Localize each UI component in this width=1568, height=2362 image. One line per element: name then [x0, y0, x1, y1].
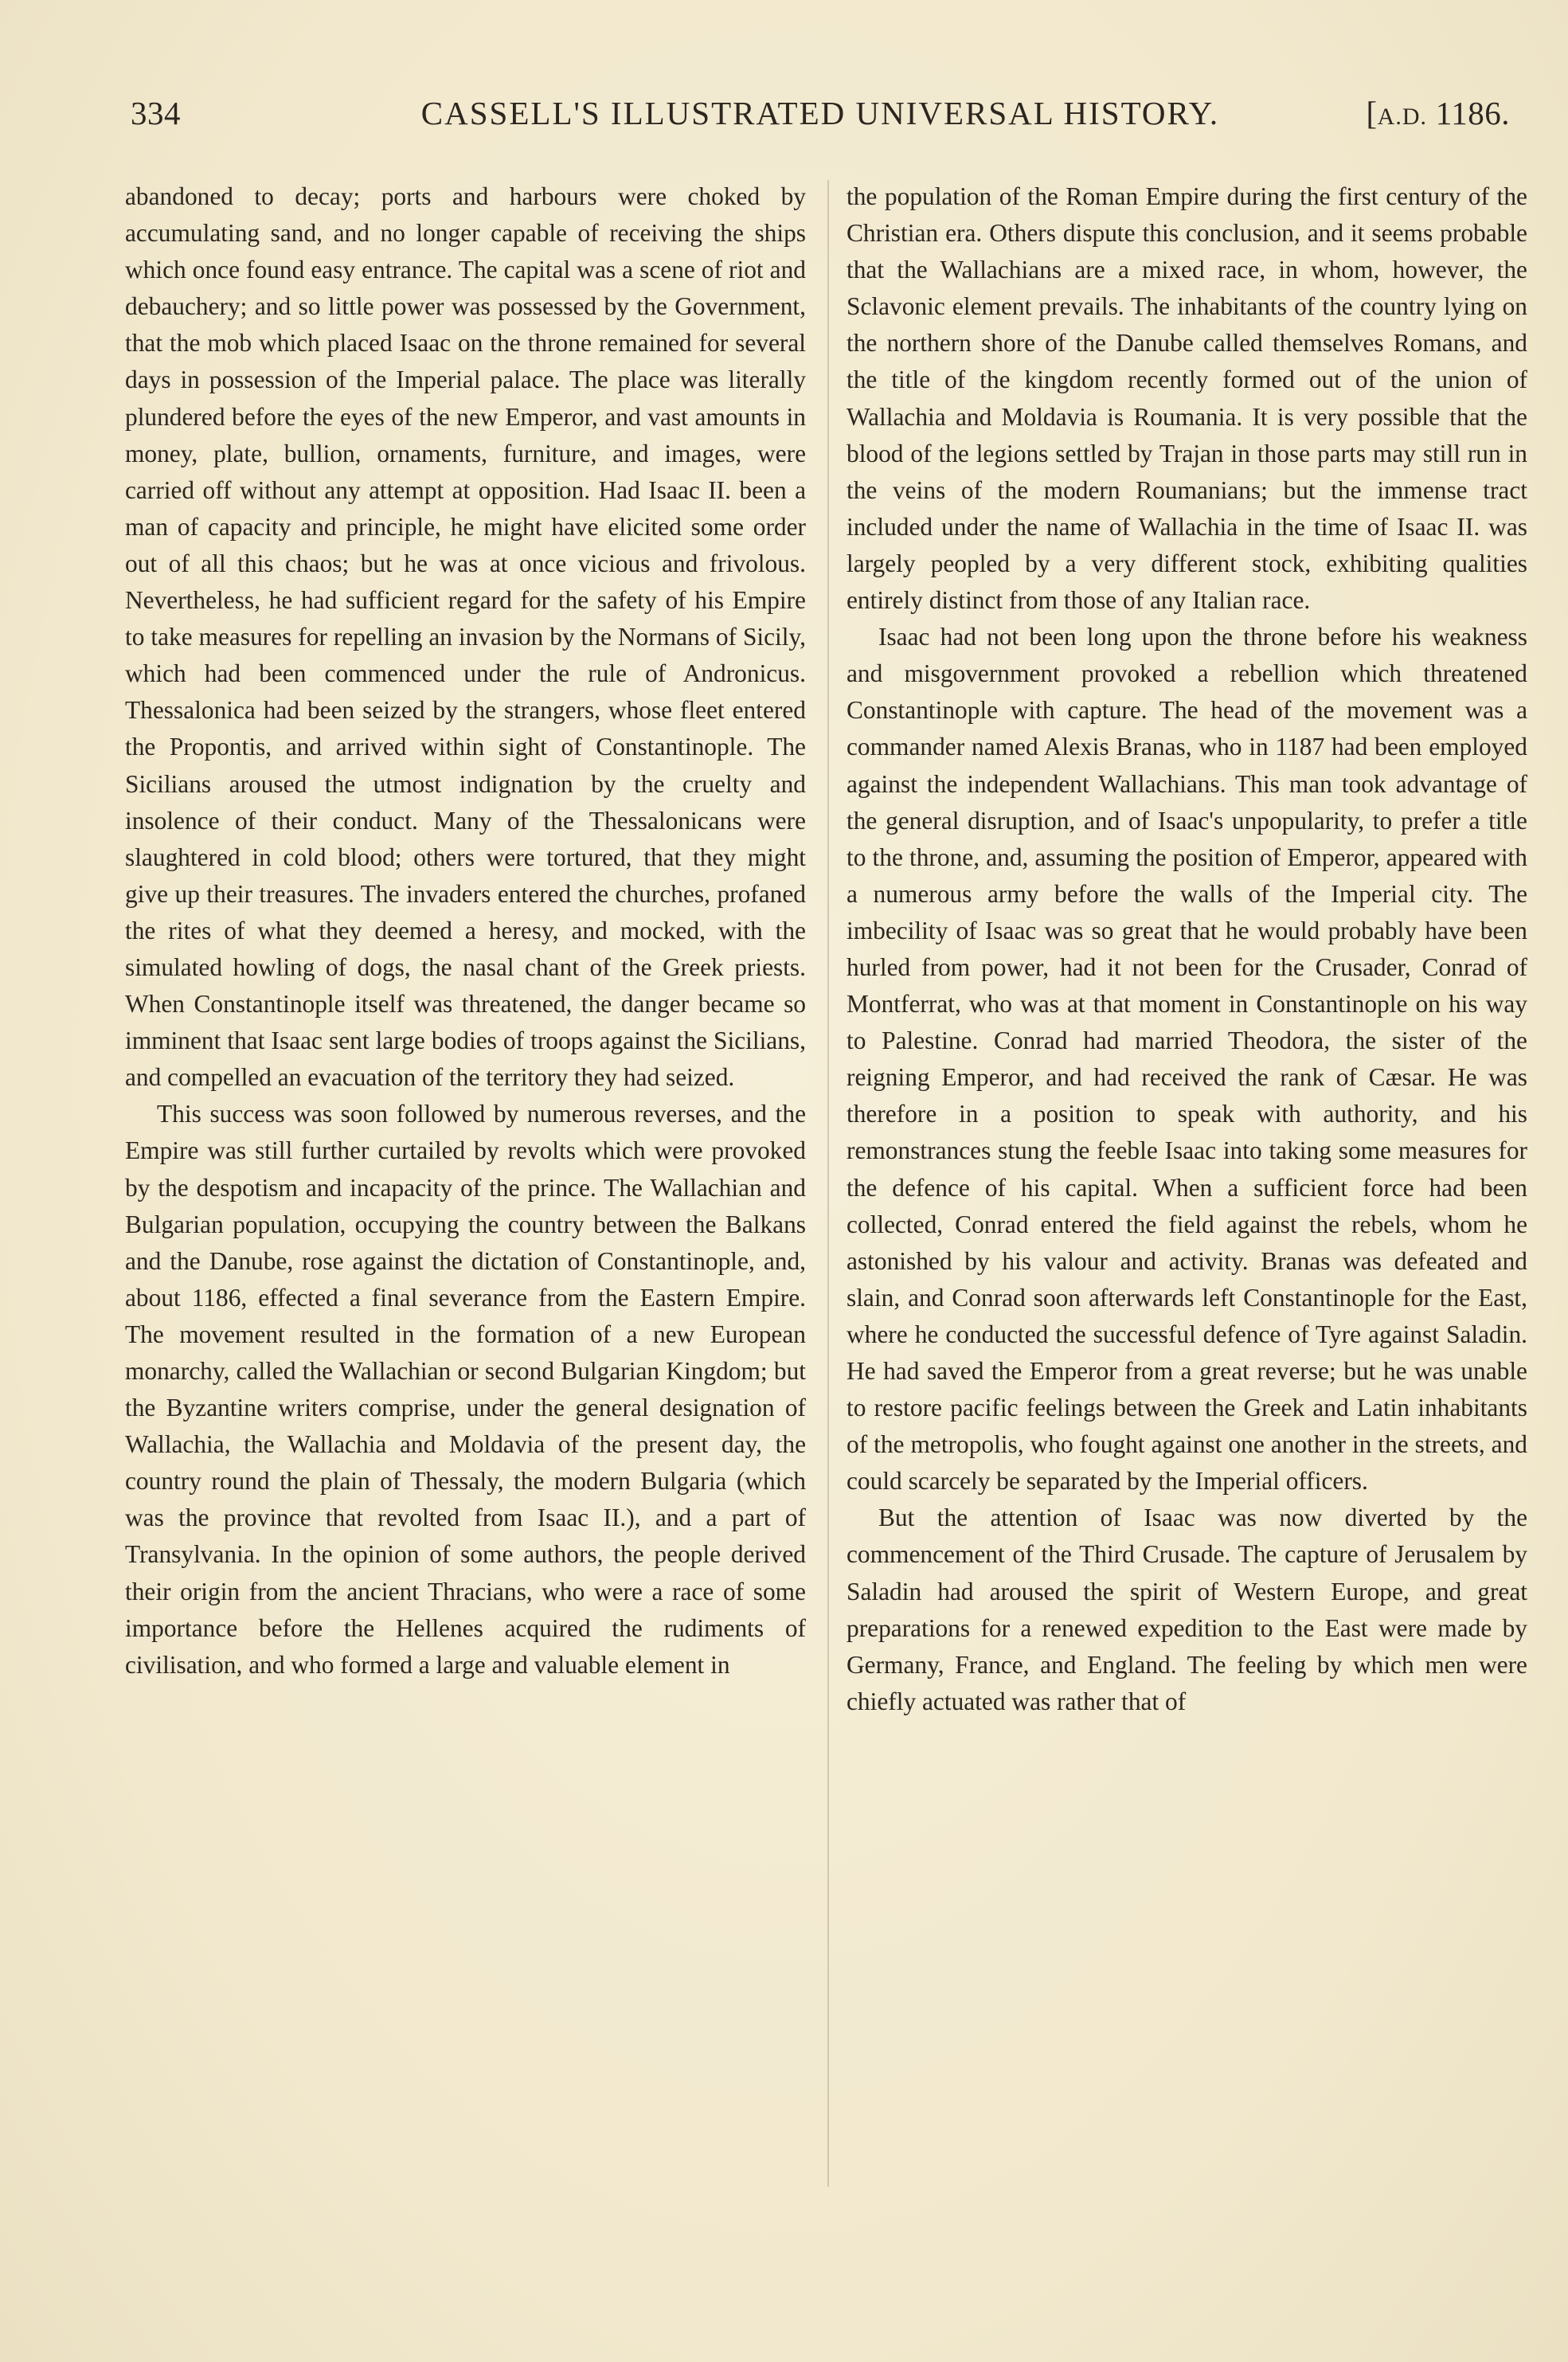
date-marker [1367, 94, 1510, 132]
column-divider [827, 180, 829, 2187]
page-number: 334 [131, 95, 181, 131]
paragraph: This success was soon followed by numerous reverses, and the Empire was still further curtailed by revolts which were provoked by the despotism and incapacity of the prince. The Wallachian and Bulgarian population, occupying the country between the Balkans and the Danube, rose against the dictation of Constantinople, and, about 1186, effected a final severance from the Eastern Empire. The movement resulted in the formation of a new European monarchy, called the Wallachian or second Bulgarian Kingdom; but the Byzantine writers comprise, under the general designation of Wallachia, the Wallachia and Moldavia of the present day, the country round the plain of Thessaly, the modern Bulgaria (which was the province that revolted from Isaac II.), and a part of Transylvania. In the opinion of some authors, the people derived their origin from the ancient Thracians, who were a race of some importance before the Hellenes acquired the rudiments of civilisation, and who formed a large and valuable element in [125, 1100, 806, 1679]
date-year: 1186. [1435, 95, 1510, 131]
paragraph: the population of the Roman Empire during the first century of the Christian era. Others dispute this conclusion, and it seems probable that the Wallachians are a mixed race, in whom, however, the Sclavonic element prevails. The inhabitants of the country lying on the northern shore of the Danube called themselves Romans, and the title of the kingdom recently formed out of the union of Wallachia and Moldavia is Roumania. It is very possible that the blood of the legions settled by Trajan in those parts may still run in the veins of the modern Roumanians; but the immense tract included under the name of Wallachia in the time of Isaac II. was largely peopled by a very different stock, exhibiting qualities entirely distinct from those of any Italian race. [847, 182, 1527, 615]
running-title: CASSELL'S ILLUSTRATED UNIVERSAL HISTORY. [420, 95, 1220, 131]
paragraph: abandoned to decay; ports and harbours were choked by accumulating sand, and no longer capable of receiving the ships which once found easy entrance. The capital was a scene of riot and debauchery; and so little power was possessed by the Government, that the mob which placed Isaac on the throne remained for several days in possession of the Imperial palace. The place was literally plundered before the eyes of the new Emperor, and vast amounts in money, plate, bullion, ornaments, furniture, and images, were carried off without any attempt at opposition. Had Isaac II. been a man of capacity and principle, he might have elicited some order out of all this chaos; but he was at once vicious and frivolous. Nevertheless, he had sufficient regard for the safety of his Empire to take measures for repelling an invasion by the Normans of Sicily, which had been commenced under the rule of Andronicus. Thessalonica had been seized by the strangers, whose fleet entered the Propontis, and arrived within sight of Constantinople. The Sicilians aroused the utmost indignation by the cruelty and insolence of their conduct. Many of the Thessalonicans were slaughtered in cold blood; others were tortured, that they might give up their treasures. The invaders entered the churches, profaned the rites of what they deemed a heresy, and mocked, with the simulated howling of dogs, the nasal chant of the Greek priests. When Constantinople itself was threatened, the danger became so imminent that Isaac sent large bodies of troops against the Sicilians, and compelled an evacuation of the territory they had seized. [125, 182, 806, 1092]
running-header [127, 94, 1513, 142]
paragraph: Isaac had not been long upon the throne before his weakness and misgovernment provoked a rebellion which threatened Constantinople with capture. The head of the movement was a commander named Alexis Branas, who in 1187 had been employed against the independent Wallachians. This man took advantage of the general disruption, and of Isaac's unpopularity, to prefer a title to the throne, and, assuming the position of Emperor, appeared with a numerous army before the walls of the Imperial city. The imbecility of Isaac was so great that he would probably have been hurled from power, had it not been for the Crusader, Conrad of Montferrat, who was at that moment in Constantinople on his way to Palestine. Conrad had married Theodora, the sister of the reigning Emperor, and had received the rank of Cæsar. He was therefore in a position to speak with authority, and his remonstrances stung the feeble Isaac into taking some measures for the defence of his capital. When a sufficient force had been collected, Conrad entered the field against the rebels, whom he astonished by his valour and activity. Branas was defeated and slain, and Conrad soon afterwards left Constantinople for the East, where he conducted the successful defence of Tyre against Saladin. He had saved the Emperor from a great reverse; but he was unable to restore pacific feelings between the Greek and Latin inhabitants of the metropolis, who fought against one another in the streets, and could scarcely be separated by the Imperial officers. [847, 623, 1527, 1496]
date-era: A.D. [1377, 104, 1428, 130]
left-column [125, 178, 806, 2233]
date-bracket: [ [1366, 95, 1378, 131]
paragraph: But the attention of Isaac was now diverted by the commencement of the Third Crusade. The capture of Jerusalem by Saladin had aroused the spirit of Western Europe, and great preparations for a renewed expedition to the East were made by Germany, France, and England. The feeling by which men were chiefly actuated was rather that of [847, 1504, 1527, 1715]
right-column [847, 178, 1527, 2233]
